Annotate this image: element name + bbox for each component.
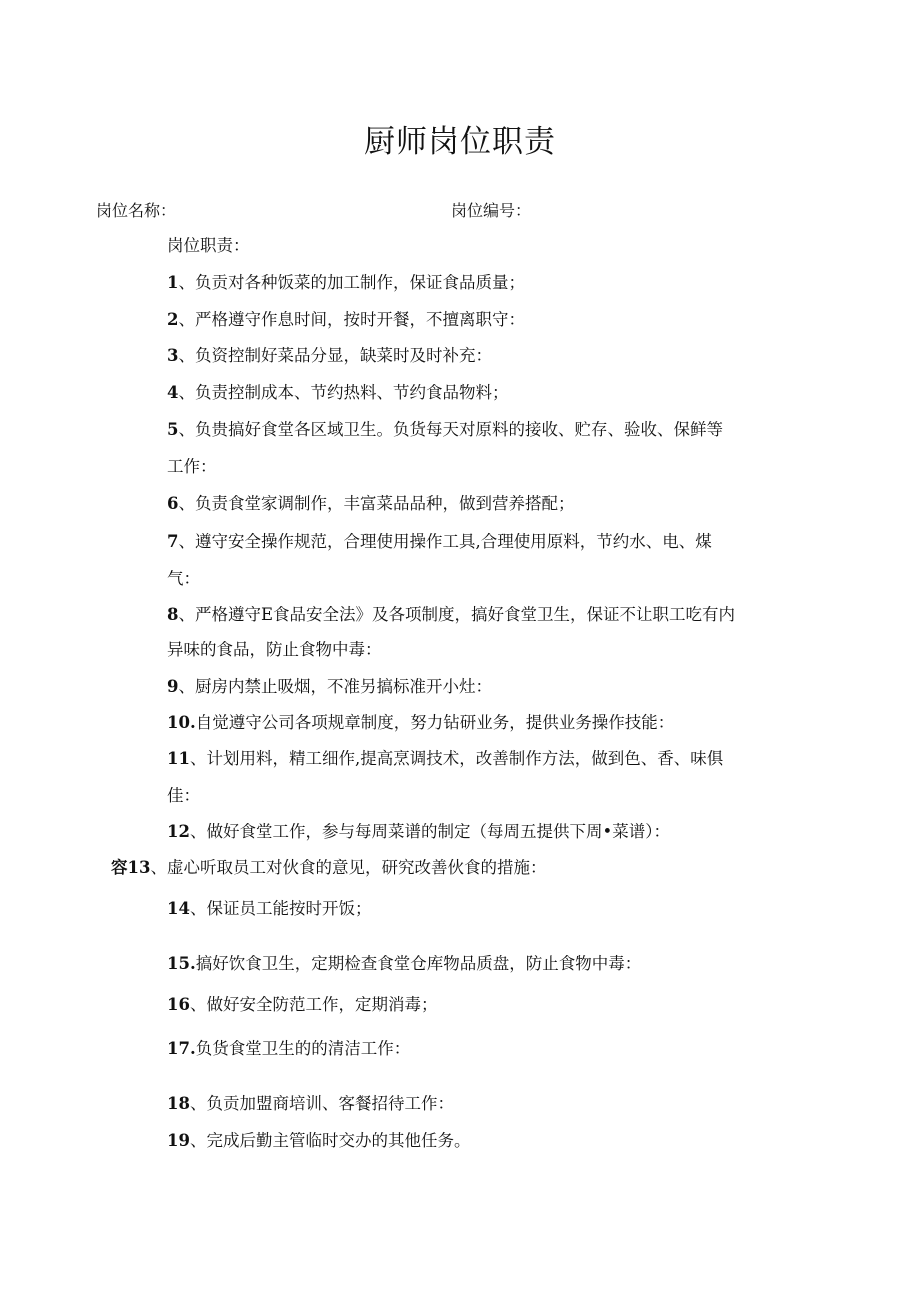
duty-number: 8 [167, 605, 179, 624]
duty-line [167, 344, 492, 368]
duty-line [167, 1092, 454, 1116]
duty-number: 16 [167, 995, 190, 1014]
duty-text: 、负贵搞好食堂各区域卫生。负货每天对原料的接收、贮存、验收、保鲜等 [178, 420, 723, 439]
duty-line [167, 308, 525, 332]
duty-text: 、做好安全防范工作，定期消毒； [189, 995, 438, 1014]
duty-text: 、做好食堂工作，参与每周菜谱的制定（每周五提供下周•菜谱）： [189, 822, 670, 841]
duty-line [167, 381, 508, 405]
duty-line [167, 1037, 410, 1061]
duty-line [167, 1129, 470, 1153]
duty-text: 、负责控制成本、节约热料、节约食品物料； [178, 383, 509, 402]
duty-text: 、厨房内禁止吸烟，不准另搞标准开小灶： [178, 677, 492, 696]
duty-text: 自觉遵守公司各项规章制度，努力钻研业务，提供业务操作技能： [195, 713, 675, 732]
duty-number: 19 [167, 1131, 190, 1150]
duty-number: 4 [167, 383, 179, 402]
duty-text: 、遵守安全操作规范，合理使用操作工具,合理使用原料，节约水、电、煤 [178, 532, 712, 551]
duty-text: 工作： [167, 457, 217, 476]
duty-number: 17. [167, 1039, 196, 1058]
duty-number: 15. [167, 954, 196, 973]
duty-number: 3 [167, 346, 179, 365]
duty-text: 、负责食堂家调制作，丰富菜品品种，做到营养搭配； [178, 494, 575, 513]
duty-text: 、负资控制好菜品分显，缺菜时及时补充： [178, 346, 492, 365]
duty-text: 、完成后勤主管临时交办的其他任务。 [189, 1131, 471, 1150]
duty-text: 异味的食品，防止食物中毒： [167, 640, 382, 659]
duty-number: 10. [167, 713, 196, 732]
duty-text: 、保证员工能按时开饭； [189, 899, 372, 918]
duty-text: 、计划用料，精工细作,提高烹调技术，改善制作方法，做到色、香、味俱 [189, 749, 724, 768]
duty-line [167, 603, 735, 627]
duty-number: 11 [167, 749, 190, 768]
duty-line [167, 747, 723, 771]
post-number-label: 岗位编号： [451, 201, 532, 220]
duties-heading: 岗位职责： [167, 236, 250, 255]
duty-text: 负货食堂卫生的的清洁工作： [195, 1039, 411, 1058]
duty-number: 2 [167, 310, 179, 329]
duty-line [167, 530, 712, 554]
duty-line [167, 675, 492, 699]
duty-line [111, 856, 546, 880]
duty-text: 、严格遵守E食品安全法》及各项制度，搞好食堂卫生，保证不让职工吃有内 [178, 605, 736, 624]
duty-line [167, 492, 574, 516]
duty-number: 1 [167, 273, 179, 292]
duty-text: 佳： [167, 786, 200, 805]
duty-text: 、虚心听取员工对伙食的意见，研究改善伙食的措施： [150, 858, 547, 877]
duty-text: 搞好饮食卫生，定期检查食堂仓库物品质盘，防止食物中毒： [195, 954, 642, 973]
duty-line [167, 271, 525, 295]
duty-line [167, 820, 670, 844]
duty-text: 、负贡加盟商培训、客餐招待工作： [189, 1094, 454, 1113]
duty-line-continued [167, 784, 200, 808]
duty-number: 6 [167, 494, 179, 513]
duty-line-continued [167, 567, 200, 591]
document-title: 厨师岗位职责 [364, 124, 556, 160]
duty-line [167, 418, 723, 442]
duty-number: 容13 [111, 858, 151, 877]
duty-number: 18 [167, 1094, 190, 1113]
duty-text: 气： [167, 569, 200, 588]
duty-text: 、负贡对各种饭菜的加工制作，保证食品质量； [178, 273, 525, 292]
duty-number: 14 [167, 899, 190, 918]
duty-number: 12 [167, 822, 190, 841]
duty-number: 7 [167, 532, 179, 551]
duty-line [167, 993, 437, 1017]
duty-line-continued [167, 638, 382, 662]
duty-line [167, 952, 641, 976]
duty-line-continued [167, 455, 217, 479]
duty-number: 9 [167, 677, 179, 696]
duty-line [167, 711, 674, 735]
post-name-label: 岗位名称： [96, 201, 177, 220]
duty-number: 5 [167, 420, 179, 439]
duty-line [167, 897, 371, 921]
duty-text: 、严格遵守作息时间，按时开餐，不擅离职守： [178, 310, 525, 329]
